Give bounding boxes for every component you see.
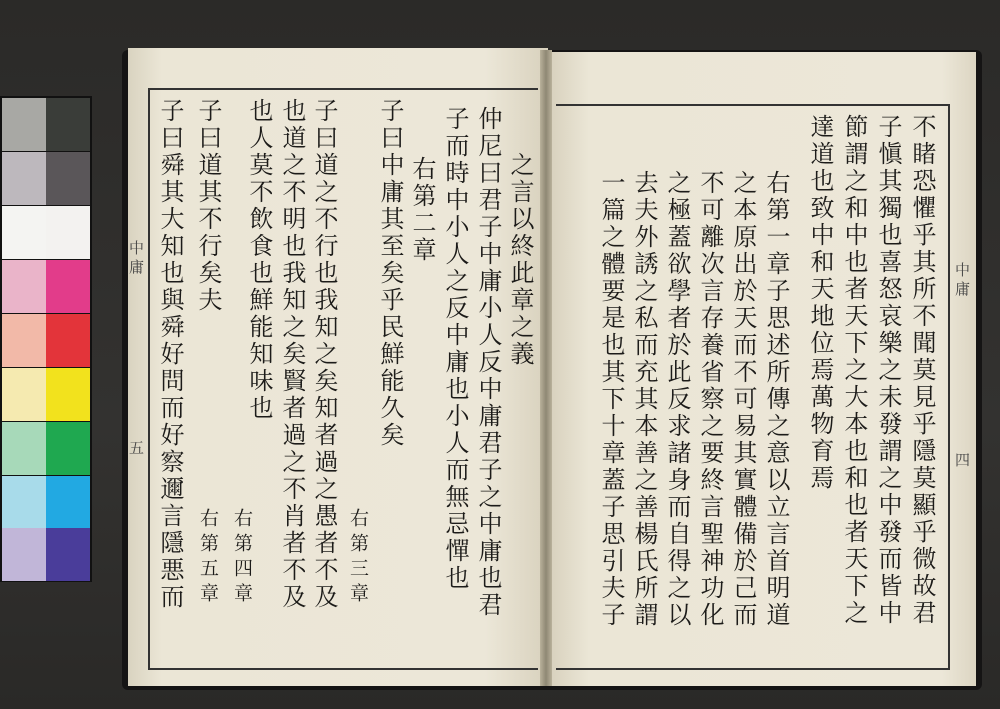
color-patch: [46, 476, 90, 529]
text-column: 右第二章: [408, 156, 436, 264]
color-patch: [2, 422, 46, 475]
text-column: 仲尼曰君子中庸小人反中庸君子之中庸也君: [474, 106, 502, 619]
color-patch: [46, 314, 90, 367]
text-column: 子曰舜其大知也與舜好問而好察邇言隱悪而: [156, 98, 184, 611]
left-page-running-title: 中庸: [127, 240, 145, 278]
color-patch: [46, 206, 90, 259]
color-patch: [2, 368, 46, 421]
color-patch: [2, 206, 46, 259]
right-page-folio: 四: [953, 452, 971, 471]
color-patch: [2, 528, 46, 581]
text-column: 子而時中小人之反中庸也小人而無忌憚也: [441, 106, 469, 592]
text-column: 右第三章: [347, 508, 369, 608]
text-column: 子愼其獨也喜怒哀樂之未發謂之中發而皆中: [874, 114, 902, 627]
text-column: 不睹恐懼乎其所不聞莫見乎隱莫顯乎微故君: [908, 114, 936, 627]
color-patch: [2, 476, 46, 529]
left-page-folio: 五: [127, 440, 145, 459]
text-column: 右第五章: [197, 508, 219, 608]
color-patch: [46, 260, 90, 313]
color-patch: [46, 152, 90, 205]
text-column: 之言以終此章之義: [506, 152, 534, 368]
text-column: 子曰道之不行也我知之矣知者過之愚者不及: [310, 98, 338, 611]
text-column: 達道也致中和天地位焉萬物育焉: [806, 114, 834, 492]
color-checker-strip: [0, 96, 92, 582]
text-column: 節謂之和中也者天下之大本也和也者天下之: [840, 114, 868, 627]
text-column: 之極蓋欲學者於此反求諸身而自得之以: [663, 170, 691, 629]
text-column: 也道之不明也我知之矣賢者過之不肖者不及: [278, 98, 306, 611]
color-patch: [46, 528, 90, 581]
book-gutter: [540, 50, 552, 686]
right-page-running-title: 中庸: [953, 262, 971, 300]
color-patch: [2, 260, 46, 313]
text-column: 不可離次言存養省察之要終言聖神功化: [696, 170, 724, 629]
text-column: 右第一章子思述所傳之意以立言首明道: [762, 170, 790, 629]
color-patch: [46, 98, 90, 151]
color-patch: [46, 368, 90, 421]
text-column: 子曰道其不行矣夫: [194, 98, 222, 314]
color-patch: [2, 314, 46, 367]
text-column: 子曰中庸其至矣乎民鮮能久矣: [376, 98, 404, 449]
text-column: 之本原出於天而不可易其實體備於己而: [729, 170, 757, 629]
text-column: 去夫外誘之私而充其本善之善楊氏所謂: [630, 170, 658, 629]
color-patch: [2, 98, 46, 151]
color-patch: [46, 422, 90, 475]
text-column: 一篇之體要是也其下十章蓋子思引夫子: [597, 170, 625, 629]
text-column: 也人莫不飲食也鮮能知味也: [245, 98, 273, 422]
color-patch: [2, 152, 46, 205]
text-column: 右第四章: [231, 508, 253, 608]
